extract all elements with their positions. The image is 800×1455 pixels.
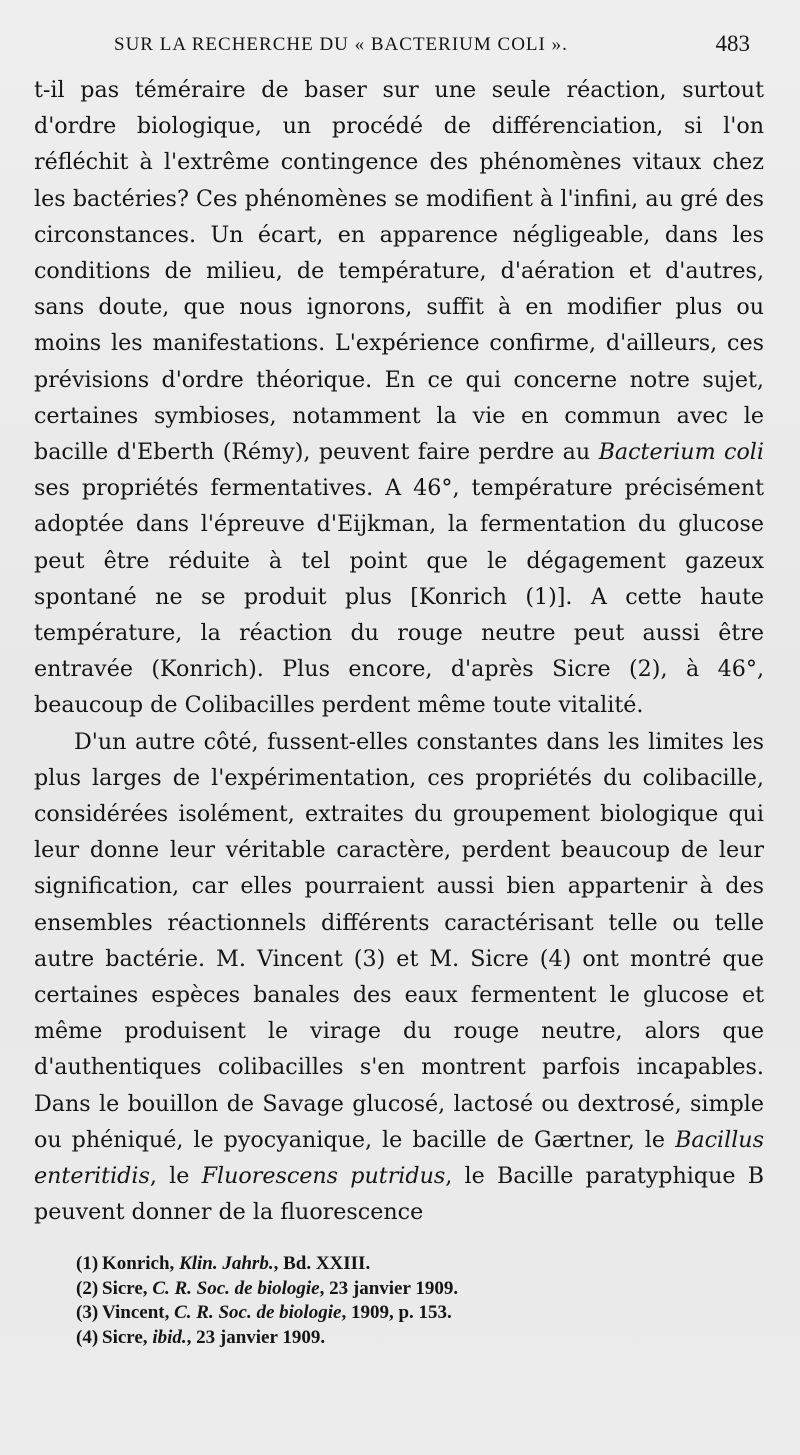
italic-run: Klin. Jahrb. bbox=[179, 1253, 274, 1274]
paragraph bbox=[34, 724, 764, 1231]
footnote-number: (1) bbox=[76, 1253, 99, 1274]
text-run: , le Bacille paratyphique B peuvent donner de la fluorescence bbox=[34, 1163, 764, 1226]
italic-run: C. R. Soc. de biologie bbox=[174, 1302, 342, 1323]
text-run: ses propriétés fermentatives. A 46°, température précisément adoptée dans l'épreuve d'Eijkman, la fermentation du glucose peut être réduite à tel point que le dégagement gazeux spontané ne se produit plus [Konrich (1)]. A cette haute température, la réaction du rouge neutre peut aussi être entravée (Konrich). Plus encore, d'après Sicre (2), à 46°, beaucoup de Colibacilles perdent même toute vitalité. bbox=[34, 475, 764, 719]
paragraph-continued bbox=[34, 72, 764, 724]
text-run: Konrich, bbox=[102, 1253, 180, 1274]
footnote bbox=[76, 1277, 736, 1302]
text-run: Sicre, bbox=[102, 1326, 153, 1348]
text-run: Vincent, bbox=[102, 1302, 175, 1323]
text-run: , 23 janvier 1909. bbox=[319, 1277, 459, 1299]
page-number: 483 bbox=[715, 31, 750, 56]
footnote bbox=[76, 1326, 736, 1351]
text-run: , le bbox=[149, 1163, 202, 1190]
text-run: , 1909, p. 153. bbox=[341, 1302, 452, 1323]
italic-run: C. R. Soc. de biologie bbox=[152, 1277, 320, 1299]
footnote bbox=[76, 1252, 736, 1277]
text-run: Sicre, bbox=[102, 1277, 153, 1299]
text-run: , Bd. XXIII. bbox=[273, 1253, 371, 1274]
body-text bbox=[34, 72, 764, 1231]
footnote-number: (3) bbox=[76, 1302, 99, 1323]
italic-run: Fluorescens putridus bbox=[201, 1163, 446, 1190]
footnote-number: (2) bbox=[76, 1277, 99, 1299]
text-run: t-il pas téméraire de baser sur une seule réaction, surtout d'ordre biologique, un procédé de différenciation, si l'on réfléchit à l'extrême contingence des phénomènes vitaux chez les bactéries? Ces phénomènes se modifient à l'infini, au gré des circonstances. Un écart, en apparence négligeable, dans les conditions de milieu, de température, d'aération et d'autres, sans doute, que nous ignorons, suffit à en modifier plus ou moins les manifestations. L'expérience confirme, d'ailleurs, ces prévisions d'ordre théorique. En ce qui concerne notre sujet, certaines symbioses, notamment la vie en commun avec le bacille d'Eberth (Rémy), peuvent faire perdre au bbox=[34, 77, 764, 466]
text-run: , 23 janvier 1909. bbox=[186, 1326, 326, 1348]
italic-run: Bacillus enteritidis bbox=[34, 1126, 764, 1190]
footnote-number: (4) bbox=[76, 1326, 99, 1348]
text-run: D'un autre côté, fussent-elles constantes dans les limites les plus larges de l'expérimentation, ces propriétés du colibacille, considérées isolément, extraites du groupement biologique qui leur donne leur véritable caractère, perdent beaucoup de leur signification, car elles pourraient aussi bien appartenir à des ensembles réactionnels différents caractérisant telle ou telle autre bactérie. M. Vincent (3) et M. Sicre (4) ont montré que certaines espèces banales des eaux fermentent le glucose et même produisent le virage du rouge neutre, alors que d'authentiques colibacilles s'en montrent parfois incapables. Dans le bouillon de Savage glucosé, lactosé ou dextrosé, simple ou phéniqué, le pyocyanique, le bacille de Gærtner, le bbox=[34, 728, 764, 1153]
footnotes bbox=[76, 1252, 736, 1350]
running-head: SUR LA RECHERCHE DU « BACTERIUM COLI ». bbox=[114, 34, 568, 55]
italic-run: Bacterium coli bbox=[598, 439, 764, 466]
italic-run: ibid. bbox=[152, 1326, 187, 1348]
page-header bbox=[40, 31, 750, 64]
footnote bbox=[76, 1301, 736, 1326]
